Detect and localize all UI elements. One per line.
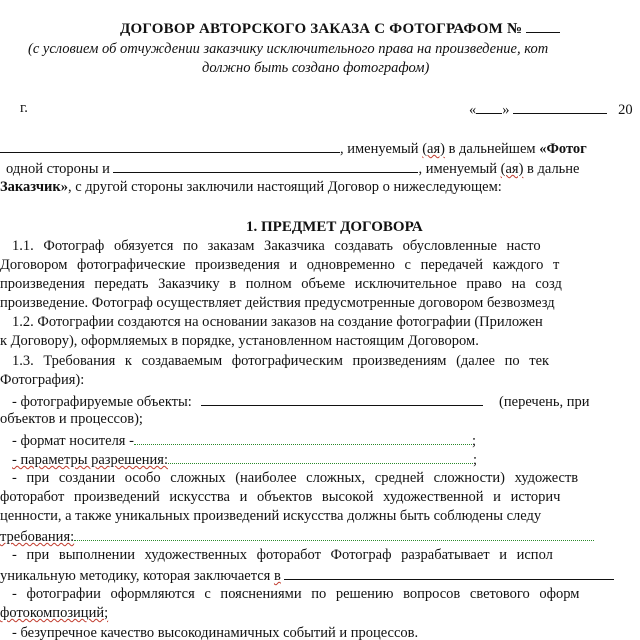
format-line [12,430,476,450]
clause-1-1-line-3: произведения передать Заказчику в полном объеме исключительное право на созд [0,276,562,292]
date-field [469,99,633,119]
quality-line: - безупречное качество высокодинамичных событий и процессов. [12,625,419,640]
requirements-blank[interactable] [74,526,594,541]
subtitle-line-2: должно быть создано фотографом) [202,60,430,76]
objects-label: - фотографируемые объекты: [12,394,192,410]
parties-line1-rest: в дальнейшем [448,141,536,157]
format-end: ; [471,433,476,449]
date-quote-open: « [469,102,477,118]
method-line-1: - при выполнении художественных фоторабот Фотограф разрабатывает и испол [12,547,553,563]
format-label: - формат носителя - [12,433,134,449]
method-line-2 [0,565,614,585]
method-in: в [273,568,281,584]
complex-line-1: - при создании особо сложных (наиболее сложных, средней сложности) художеств [12,470,579,486]
customer-name-blank[interactable] [113,158,418,173]
subtitle-line-1: (с условием об отчуждении заказчику исключительного права на произведение, кот [28,41,549,57]
explain-line-1: - фотографии оформляются с пояснениями по решению вопросов светового оформ [12,586,580,602]
clause-1-1-line-1: 1.1. Фотограф обязуется по заказам Заказчика создавать обусловленные насто [12,238,541,254]
month-blank[interactable] [513,99,607,114]
resolution-label: - параметры разрешения: [12,452,168,468]
method-prefix: уникальную методику, которая заключается [0,568,271,584]
parties-line2-start: одной стороны и [6,161,110,177]
day-blank[interactable] [476,99,502,114]
objects-line-2: объектов и процессов); [0,411,143,427]
requirements-label: требования: [0,529,75,545]
explain-text: фотокомпозиций; [0,605,109,621]
parties-line2-rest: в дальне [527,161,580,177]
clause-1-3-line-2: Фотография): [0,372,85,388]
complex-line-2: фоторабот произведений искусства и объектов высокой художественной и историч [0,489,561,505]
clause-1-1-line-4: произведение. Фотограф осуществляет действия предусмотренные договором безвозмезд [0,295,555,311]
clause-1-3-line-1: 1.3. Требования к создаваемым фотографическим произведениям (далее по тек [12,353,550,369]
explain-line-2 [0,604,108,622]
clause-1-2-line-2: к Договору), оформляемых в порядке, установленном настоящим Договором. [0,333,479,349]
city-label: г. [20,100,28,116]
objects-suffix: (перечень, при [499,394,590,410]
document-title [120,18,560,38]
date-quote-close: » [502,102,510,118]
clause-1-2-line-1: 1.2. Фотографии создаются на основании заказов на создание фотографии (Приложен [12,314,543,330]
parties-line-3 [0,178,502,196]
objects-blank[interactable] [201,391,483,406]
resolution-line [12,449,477,469]
customer-role: Заказчик» [0,179,68,195]
section-1-heading: 1. ПРЕДМЕТ ДОГОВОРА [246,219,423,235]
year-prefix: 20 [618,102,633,118]
parties-line-2 [0,158,580,178]
title-text: ДОГОВОР АВТОРСКОГО ЗАКАЗА С ФОТОГРАФОМ № [120,21,523,37]
method-blank[interactable] [284,565,614,580]
photographer-role: «Фотог [539,141,587,157]
resolution-end: ; [473,452,478,468]
named-text-2: , именуемый [418,161,498,177]
complex-line-3: ценности, а также уникальных произведений искусства должны быть соблюдены следу [0,508,542,524]
resolution-blank[interactable] [168,449,473,464]
aya-2: (ая) [500,161,524,177]
format-blank[interactable] [134,430,472,445]
parties-line-1 [0,138,587,158]
contract-number-blank[interactable] [526,18,560,33]
objects-line [12,391,590,411]
parties-line3-rest: , с другой стороны заключили настоящий Договор о нижеследующем: [67,179,502,195]
aya-1: (ая) [422,141,445,157]
requirements-line [0,526,594,546]
photographer-name-blank[interactable] [0,138,340,153]
clause-1-1-line-2: Договором фотографические произведения и одновременно с передачей каждого т [0,257,560,273]
named-text-1: , именуемый [340,141,419,157]
